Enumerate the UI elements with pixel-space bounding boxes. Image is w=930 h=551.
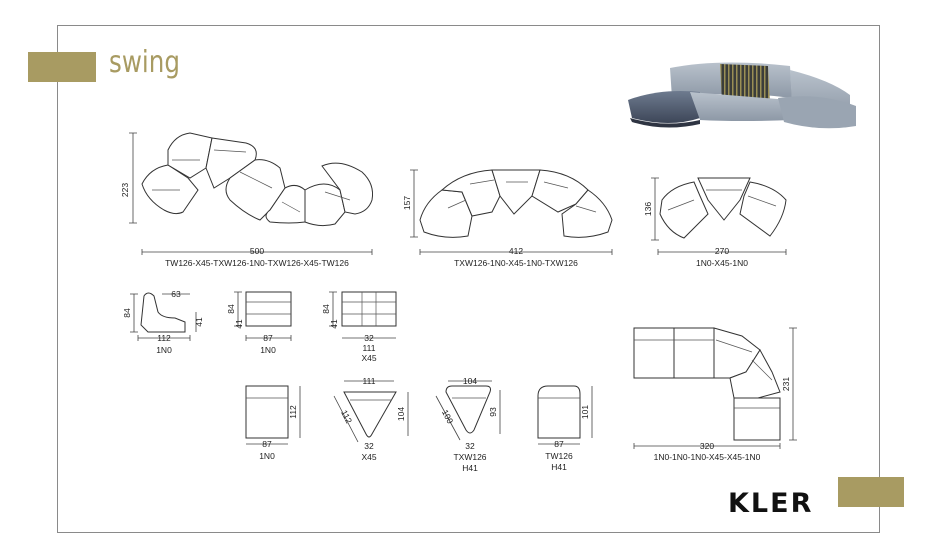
module-x45-front xyxy=(321,292,396,363)
config-code-2: TXW126-1N0-X45-1N0-TXW126 xyxy=(454,258,578,268)
dim-module-1-height: 84 xyxy=(122,308,132,318)
config-wave-plan xyxy=(120,133,373,268)
dim-plan-3-top: 104 xyxy=(462,376,478,386)
dim-plan-2-bottom: 32 xyxy=(364,441,374,451)
dim-module-3-top: 111 xyxy=(362,343,376,353)
config-code-4: 1N0-1N0-1N0-X45-X45-1N0 xyxy=(653,452,761,462)
dim-height-3: 136 xyxy=(643,201,653,217)
dim-plan-2-top: 111 xyxy=(362,376,376,386)
module-3-name: X45 xyxy=(361,353,377,363)
dim-width-4: 320 xyxy=(699,441,715,451)
dim-plan-3-bottom: 32 xyxy=(465,441,475,451)
plan-2-name: X45 xyxy=(361,452,377,462)
config-corner-plan xyxy=(634,328,797,462)
plan-4-sub: H41 xyxy=(551,462,567,472)
module-1n0-side xyxy=(122,289,204,355)
config-small-arc-plan xyxy=(643,178,786,268)
dim-module-3-height: 84 xyxy=(321,304,331,314)
dim-module-1-depth: 63 xyxy=(171,289,181,299)
dim-plan-3-depth: 93 xyxy=(488,407,498,417)
plan-3-sub: H41 xyxy=(462,463,478,473)
dim-module-1-width: 112 xyxy=(157,333,171,343)
dim-plan-2-depth: 104 xyxy=(396,406,406,422)
config-arc-plan xyxy=(402,170,612,268)
dim-plan-2-side: 112 xyxy=(339,408,355,425)
dim-height-1: 223 xyxy=(120,182,130,198)
dim-width-3: 270 xyxy=(714,246,730,256)
plan-module-tw126 xyxy=(538,386,592,472)
dim-width-2: 412 xyxy=(508,246,524,256)
plan-module-1n0 xyxy=(246,386,300,461)
dim-module-2-seat: 41 xyxy=(234,319,244,329)
dim-plan-4-width: 87 xyxy=(554,439,564,449)
module-1n0-front xyxy=(226,292,291,355)
dim-plan-1-depth: 112 xyxy=(288,405,298,419)
dim-module-1-seat: 41 xyxy=(194,317,204,327)
brand-logo: KLER xyxy=(728,488,814,519)
config-code-1: TW126-X45-TXW126-1N0-TXW126-X45-TW126 xyxy=(165,258,349,268)
dim-height-4: 231 xyxy=(781,376,791,392)
product-title: swing xyxy=(109,45,180,80)
plan-module-txw126 xyxy=(436,376,500,473)
dim-height-2: 157 xyxy=(402,195,412,211)
plan-4-name: TW126 xyxy=(545,451,573,461)
dim-module-3-bottom: 32 xyxy=(364,333,374,343)
dim-module-2-width: 87 xyxy=(263,333,273,343)
dim-plan-1-width: 87 xyxy=(262,439,272,449)
dim-plan-3-side: 100 xyxy=(439,408,456,426)
dim-width-1: 500 xyxy=(249,246,265,256)
module-1-name: 1N0 xyxy=(156,345,172,355)
plan-3-name: TXW126 xyxy=(453,452,487,462)
dim-module-3-seat: 41 xyxy=(329,319,339,329)
plan-1-name: 1N0 xyxy=(259,451,275,461)
dim-plan-4-depth: 101 xyxy=(580,404,590,420)
dim-module-2-height: 84 xyxy=(226,304,236,314)
plan-module-x45 xyxy=(334,376,408,462)
sofa-photo xyxy=(628,62,856,128)
module-2-name: 1N0 xyxy=(260,345,276,355)
config-code-3: 1N0-X45-1N0 xyxy=(696,258,748,268)
